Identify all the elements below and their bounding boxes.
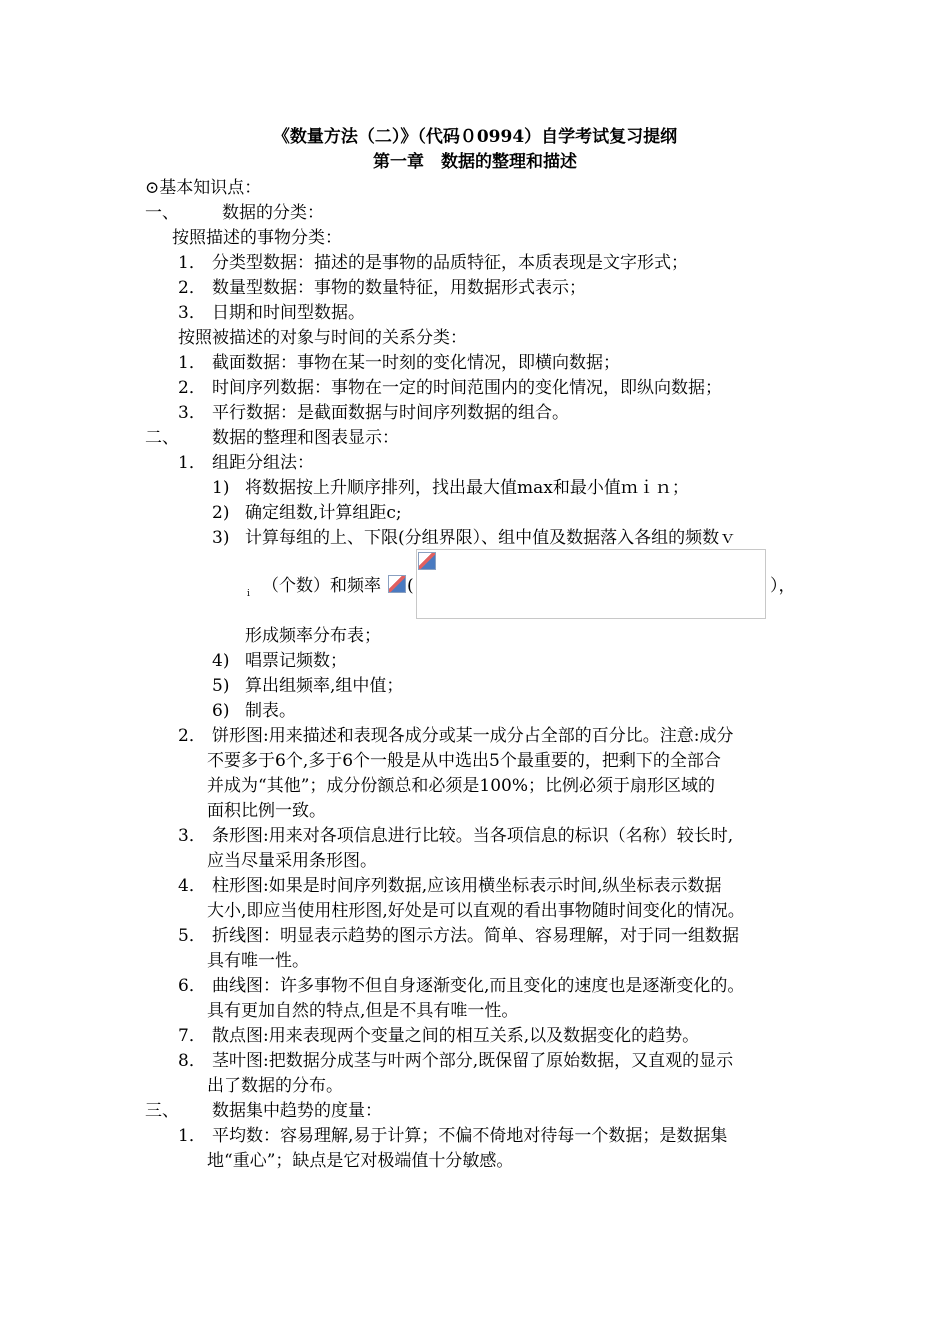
list-item-number: 1． [178, 353, 206, 373]
list-item-line: 散点图:用来表现两个变量之间的相互关系,以及数据变化的趋势。 [212, 1026, 700, 1046]
list-item-number: 7． [178, 1026, 206, 1046]
list-item-line: 折线图：明显表示趋势的图示方法。简单、容易理解，对于同一组数据 [212, 926, 739, 946]
list-item-number: 5． [178, 926, 206, 946]
list-item-number: 6． [178, 976, 206, 996]
step-text: 唱票记频数； [245, 651, 347, 671]
list-item-line: 平均数：容易理解,易于计算；不偏不倚地对待每一个数据；是数据集 [212, 1126, 728, 1146]
section-3-label: 数据集中趋势的度量： [212, 1101, 382, 1121]
list-item-text: 日期和时间型数据。 [212, 303, 365, 323]
list-item-number: 3． [178, 826, 206, 846]
section-2-number: 二、 [145, 428, 179, 448]
list-item-number: 3． [178, 303, 206, 323]
list-item-line: 应当尽量采用条形图。 [207, 851, 377, 871]
list-item-text: 截面数据：事物在某一时刻的变化情况，即横向数据； [212, 353, 620, 373]
document-title: 《数量方法（二）》（代码０0994）自学考试复习提纲 [272, 127, 678, 147]
list-item-number: 1． [178, 253, 206, 273]
chapter-title: 第一章 数据的整理和描述 [373, 152, 577, 172]
list-item-text: 平行数据：是截面数据与时间序列数据的组合。 [212, 403, 569, 423]
step-number: 3) [212, 528, 230, 548]
list-item-number: 1． [178, 453, 206, 473]
step-number: 1) [212, 478, 230, 498]
section-1-label: 数据的分类： [222, 203, 324, 223]
list-item-line: 出了数据的分布。 [207, 1076, 343, 1096]
list-item-text: 数量型数据：事物的数量特征，用数据形式表示； [212, 278, 586, 298]
list-item-line: 曲线图：许多事物不但自身逐渐变化,而且变化的速度也是逐渐变化的。 [212, 976, 745, 996]
sec1-intro-a: 按照描述的事物分类： [172, 228, 342, 248]
list-item-number: 1． [178, 1126, 206, 1146]
step-text-continued: 形成频率分布表； [245, 626, 381, 646]
list-item-line: 茎叶图:把数据分成茎与叶两个部分,既保留了原始数据，又直观的显示 [212, 1051, 734, 1071]
list-item-line: 并成为“其他”；成分份额总和必须是100%；比例必须于扇形区域的 [207, 776, 715, 796]
paren-open: ( [407, 576, 414, 596]
step-number: 6) [212, 701, 230, 721]
list-item-line: 具有更加自然的特点,但是不具有唯一性。 [207, 1001, 519, 1021]
step-text: 确定组数,计算组距c; [245, 503, 402, 523]
basics-heading: ⊙基本知识点： [145, 178, 262, 198]
step-text: 将数据按上升顺序排列，找出最大值max和最小值ｍｉｎ； [245, 478, 689, 498]
section-2-label: 数据的整理和图表显示： [212, 428, 399, 448]
section-3-number: 三、 [145, 1101, 179, 1121]
step-text: 算出组频率,组中值； [245, 676, 404, 696]
list-item-number: 2． [178, 278, 206, 298]
step-text: 计算每组的上、下限(分组界限）、组中值及数据落入各组的频数ｖ [245, 528, 737, 548]
step-text: 制表。 [245, 701, 296, 721]
section-1-number: 一、 [145, 203, 179, 223]
list-item-line: 面积比例一致。 [207, 801, 326, 821]
subscript-i: i [247, 589, 250, 599]
paren-close: ）， [770, 576, 796, 596]
formula-image-placeholder [416, 549, 766, 619]
step-text-continued: （个数）和频率 [262, 576, 381, 596]
list-item-text: 组距分组法： [212, 453, 314, 473]
list-item-line: 不要多于6个,多于6个一般是从中选出5个最重要的，把剩下的全部合 [207, 751, 721, 771]
list-item-number: 2． [178, 726, 206, 746]
list-item-line: 柱形图:如果是时间序列数据,应该用横坐标表示时间,纵坐标表示数据 [212, 876, 722, 896]
list-item-number: 2． [178, 378, 206, 398]
list-item-number: 3． [178, 403, 206, 423]
list-item-number: 4． [178, 876, 206, 896]
step-number: 2) [212, 503, 230, 523]
list-item-text: 分类型数据：描述的是事物的品质特征，本质表现是文字形式； [212, 253, 688, 273]
list-item-line: 大小,即应当使用柱形图,好处是可以直观的看出事物随时间变化的情况。 [207, 901, 745, 921]
list-item-number: 8． [178, 1051, 206, 1071]
broken-image-icon [388, 575, 406, 593]
step-number: 5) [212, 676, 230, 696]
list-item-line: 条形图:用来对各项信息进行比较。当各项信息的标识（名称）较长时, [212, 826, 734, 846]
list-item-line: 地“重心”；缺点是它对极端值十分敏感。 [207, 1151, 514, 1171]
step-number: 4) [212, 651, 230, 671]
sec1-intro-b: 按照被描述的对象与时间的关系分类： [178, 328, 467, 348]
list-item-line: 饼形图:用来描述和表现各成分或某一成分占全部的百分比。注意:成分 [212, 726, 734, 746]
list-item-line: 具有唯一性。 [207, 951, 309, 971]
list-item-text: 时间序列数据：事物在一定的时间范围内的变化情况，即纵向数据； [212, 378, 722, 398]
